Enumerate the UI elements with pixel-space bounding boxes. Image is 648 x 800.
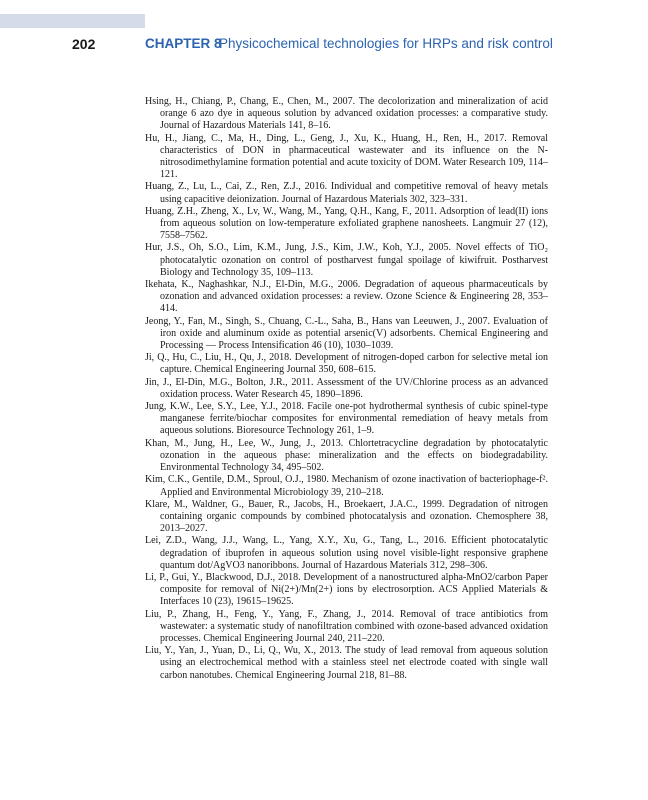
reference-entry: Jung, K.W., Lee, S.Y., Lee, Y.J., 2018. Facile one-pot hydrothermal synthesis of cubic spinel-type manganese ferrite/biochar composites for environmental remediation of heavy metals from aqueous solutions. Bioresource Technology 261, 1–9. bbox=[145, 401, 548, 437]
reference-entry: Klare, M., Waldner, G., Bauer, R., Jacobs, H., Broekaert, J.A.C., 1999. Degradation of nitrogen containing organic compounds by combined photocatalysis and ozonation. Chemosphere 38, 2013–2027. bbox=[145, 498, 548, 535]
reference-entry: Ji, Q., Hu, C., Liu, H., Qu, J., 2018. Development of nitrogen-doped carbon for selective metal ion capture. Chemical Engineering Journal 350, 608–615. bbox=[145, 352, 548, 376]
reference-entry: Jin, J., El-Din, M.G., Bolton, J.R., 2011. Assessment of the UV/Chlorine process as an advanced oxidation process. Water Research 45, 1890–1896. bbox=[145, 376, 548, 400]
chapter-title: Physicochemical technologies for HRPs and risk control bbox=[219, 36, 553, 51]
reference-entry: Jeong, Y., Fan, M., Singh, S., Chuang, C.-L., Saha, B., Hans van Leeuwen, J., 2007. Evaluation of iron oxide and aluminum oxide as potential arsenic(V) adsorbents. Chemical Engineering and Processing — Process Intensification 46 (10), 1030–1039. bbox=[145, 315, 548, 352]
reference-entry: Kim, C.K., Gentile, D.M., Sproul, O.J., 1980. Mechanism of ozone inactivation of bacteriophage-f². Applied and Environmental Microbiology 39, 210–218. bbox=[145, 474, 548, 498]
reference-entry: Liu, P., Zhang, H., Feng, Y., Yang, F., Zhang, J., 2014. Removal of trace antibiotics from wastewater: a systematic study of nanofiltration combined with ozone-based advanced oxidation processes. Chemical Engineering Journal 240, 211–220. bbox=[145, 608, 548, 644]
reference-list bbox=[145, 96, 548, 682]
reference-entry: Ikehata, K., Naghashkar, N.J., El-Din, M.G., 2006. Degradation of aqueous pharmaceuticals by ozonation and advanced oxidation processes: a review. Ozone Science & Engineering 28, 353–414. bbox=[145, 279, 548, 315]
reference-entry: Hsing, H., Chiang, P., Chang, E., Chen, M., 2007. The decolorization and mineralization of acid orange 6 azo dye in aqueous solution by advanced oxidation processes: a comparative study. Journal of Hazardous Materials 141, 8–16. bbox=[145, 96, 548, 132]
reference-entry: Huang, Z.H., Zheng, X., Lv, W., Wang, M., Yang, Q.H., Kang, F., 2011. Adsorption of lead(II) ions from aqueous solution on low-temperature exfoliated graphene nanosheets. Langmuir 27 (12), 7558–7562. bbox=[145, 205, 548, 242]
reference-entry: Huang, Z., Lu, L., Cai, Z., Ren, Z.J., 2016. Individual and competitive removal of heavy metals using capacitive deionization. Journal of Hazardous Materials 302, 323–331. bbox=[145, 181, 548, 205]
reference-entry: Li, P., Gui, Y., Blackwood, D.J., 2018. Development of a nanostructured alpha-MnO2/carbon Paper composite for removal of Ni(2+)/Mn(2+) ions by electrosorption. ACS Applied Materials & Interfaces 10 (23), 19615–19625. bbox=[145, 571, 548, 608]
page-number: 202 bbox=[72, 36, 96, 52]
header-accent-bar bbox=[0, 14, 145, 28]
reference-entry: Hu, H., Jiang, C., Ma, H., Ding, L., Geng, J., Xu, K., Huang, H., Ren, H., 2017. Removal characteristics of DON in pharmaceutical wastewater and its influence on the N-nitrosodimethylamine formation potential and acute toxicity of DOM. Water Research 109, 114–121. bbox=[145, 132, 548, 181]
reference-entry: Khan, M., Jung, H., Lee, W., Jung, J., 2013. Chlortetracycline degradation by photocatalytic ozonation in the aqueous phase: mineralization and the effects on biodegradability. Environmental Technology 34, 495–502. bbox=[145, 437, 548, 474]
chapter-label: CHAPTER 8 bbox=[145, 36, 222, 51]
reference-entry: Hur, J.S., Oh, S.O., Lim, K.M., Jung, J.S., Kim, J.W., Koh, Y.J., 2005. Novel effects of TiO₂ photocatalytic ozonation on control of postharvest fungal spoilage of kiwifruit. Postharvest Biology and Technology 35, 109–113. bbox=[145, 242, 548, 278]
reference-entry: Lei, Z.D., Wang, J.J., Wang, L., Yang, X.Y., Xu, G., Tang, L., 2016. Efficient photocatalytic degradation of ibuprofen in aqueous solution using novel visible-light responsive graphene quantum dot/AgVO3 nanoribbons. Journal of Hazardous Materials 312, 298–306. bbox=[145, 535, 548, 571]
reference-entry: Liu, Y., Yan, J., Yuan, D., Li, Q., Wu, X., 2013. The study of lead removal from aqueous solution using an electrochemical method with a stainless steel net electrode coated with single wall carbon nanotubes. Chemical Engineering Journal 218, 81–88. bbox=[145, 645, 548, 681]
